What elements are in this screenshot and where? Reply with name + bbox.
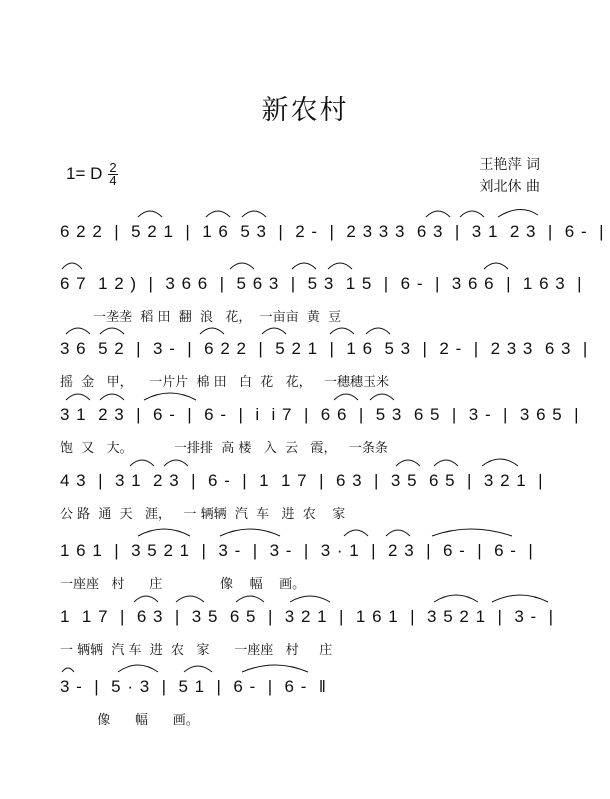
lyrics-line: 饱 又 大。 一排排 高 楼 入 云 霞， 一条条	[60, 441, 388, 456]
lyrics-line: 公 路 通 天 涯， 一 辆辆 汽 车 进 农 家	[60, 507, 346, 522]
notes-line: 1 6 1 | 3 5 2 1 | 3 - | 3 - | 3 · 1 | 2 3 | 6 - | 6 - |	[60, 541, 534, 560]
time-bottom: 4	[109, 173, 117, 188]
notes-line: 6 2 2 | 5 2 1 | 1 6 5 3 | 2 - | 2 3 3 3 6 3 | 3 1 2 3 | 6 - |	[60, 222, 605, 241]
notes-line: 3 - | 5 · 3 | 5 1 | 6 - | 6 - ‖	[60, 677, 327, 696]
notes-line: 4 3 | 3 1 2 3 | 6 - | 1 1 7 | 6 3 | 3 5 6 5 | 3 2 1 |	[60, 471, 544, 490]
credits	[480, 154, 540, 198]
notes-line: 6 7 1 2 ) | 3 6 6 | 5 6 3 | 5 3 1 5 | 6 - | 3 6 6 | 1 6 3 |	[60, 274, 583, 293]
composer-credit: 刘北休 曲	[479, 179, 540, 195]
score-row-3	[60, 334, 589, 394]
notes-line: 3 6 5 2 | 3 - | 6 2 2 | 5 2 1 | 1 6 5 3 | 2 - | 2 3 3 6 3 |	[60, 339, 589, 358]
lyricist-credit: 王艳萍 词	[479, 157, 540, 173]
time-signature	[108, 162, 117, 187]
notes-line: 1 1 7 | 6 3 | 3 5 6 5 | 3 2 1 | 1 6 1 | 3 5 2 1 | 3 - |	[60, 607, 555, 626]
lyrics-line: 像 幅 画。	[60, 713, 199, 728]
lyrics-line: 一垄垄 稻 田 翻 浪 花， 一亩亩 黄 豆	[60, 310, 342, 325]
time-top: 2	[109, 160, 117, 175]
score-row-8	[60, 672, 552, 732]
score-row-7	[60, 602, 555, 662]
score-row-4	[60, 400, 580, 460]
lyrics-line: 摇 金 甲， 一片片 棉 田 白 花 花， 一穗穗玉米	[60, 375, 390, 390]
score-row-5	[60, 466, 552, 526]
key-signature	[66, 162, 118, 187]
song-title: 新农村	[261, 95, 349, 126]
lyrics-line: 一 辆辆 汽 车 进 农 家 一座座 村 庄	[60, 643, 333, 658]
lyrics-line: 一座座 村 庄 像 幅 画。	[60, 577, 306, 592]
key-label: 1= D	[66, 163, 103, 183]
notes-line: 3 1 2 3 | 6 - | 6 - | i i 7 | 6 6 | 5 3 6 5 | 3 - | 3 6 5 |	[60, 405, 580, 424]
score-row-6	[60, 536, 552, 596]
